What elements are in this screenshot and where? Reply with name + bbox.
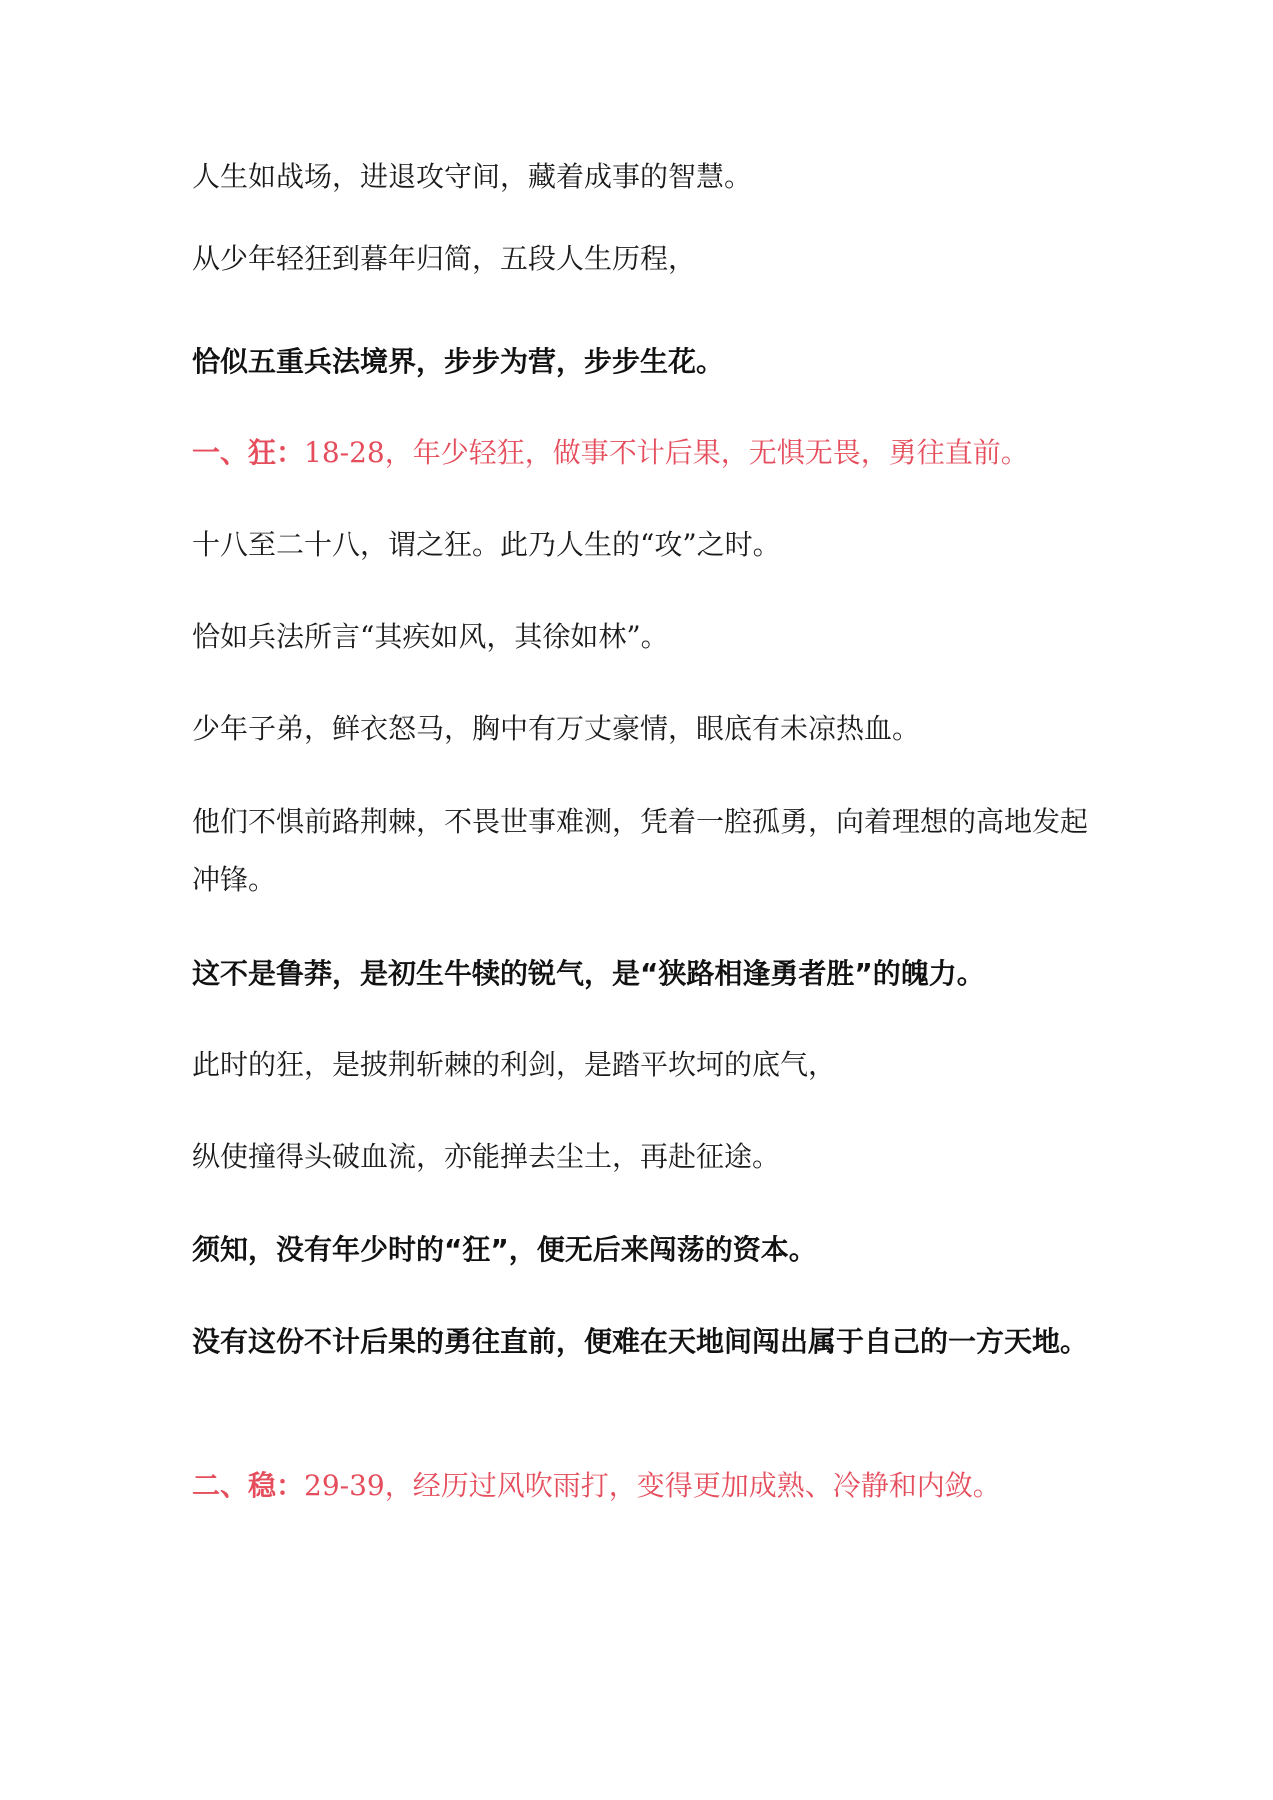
section-heading-2 — [192, 1457, 1092, 1515]
paragraph-13-bold: 没有这份不计后果的勇往直前，便难在天地间闯出属于自己的一方天地。 — [192, 1325, 1089, 1358]
intro-line-1: 人生如战场，进退攻守间，藏着成事的智慧。 — [192, 160, 753, 193]
intro-line-3-bold: 恰似五重兵法境界，步步为营，步步生花。 — [192, 345, 725, 378]
paragraph-10: 此时的狂，是披荆斩棘的利剑，是踏平坎坷的底气， — [192, 1048, 837, 1081]
paragraph-9-bold: 这不是鲁莽，是初生牛犊的锐气，是“狭路相逢勇者胜”的魄力。 — [192, 957, 985, 990]
section-heading-1-label: 一、狂： — [192, 436, 305, 469]
section-heading-1-text: 18-28，年少轻狂，做事不计后果，无惧无畏，勇往直前。 — [304, 436, 1029, 469]
paragraph-7: 少年子弟，鲜衣怒马，胸中有万丈豪情，眼底有未凉热血。 — [192, 712, 921, 745]
paragraph-12-bold: 须知，没有年少时的“狂”，便无后来闯荡的资本。 — [192, 1233, 817, 1266]
section-heading-1 — [192, 424, 1092, 482]
section-heading-2-text: 29-39，经历过风吹雨打，变得更加成熟、冷静和内敛。 — [304, 1469, 1001, 1502]
paragraph-6: 恰如兵法所言“其疾如风，其徐如林”。 — [192, 620, 669, 653]
intro-line-2: 从少年轻狂到暮年归简，五段人生历程， — [192, 242, 697, 275]
paragraph-8: 他们不惧前路荆棘，不畏世事难测，凭着一腔孤勇，向着理想的高地发起冲锋。 — [192, 805, 1089, 896]
paragraph-5: 十八至二十八，谓之狂。此乃人生的“攻”之时。 — [192, 528, 781, 561]
section-heading-2-label: 二、稳： — [192, 1469, 305, 1502]
paragraph-11: 纵使撞得头破血流，亦能掸去尘土，再赴征途。 — [192, 1140, 781, 1173]
